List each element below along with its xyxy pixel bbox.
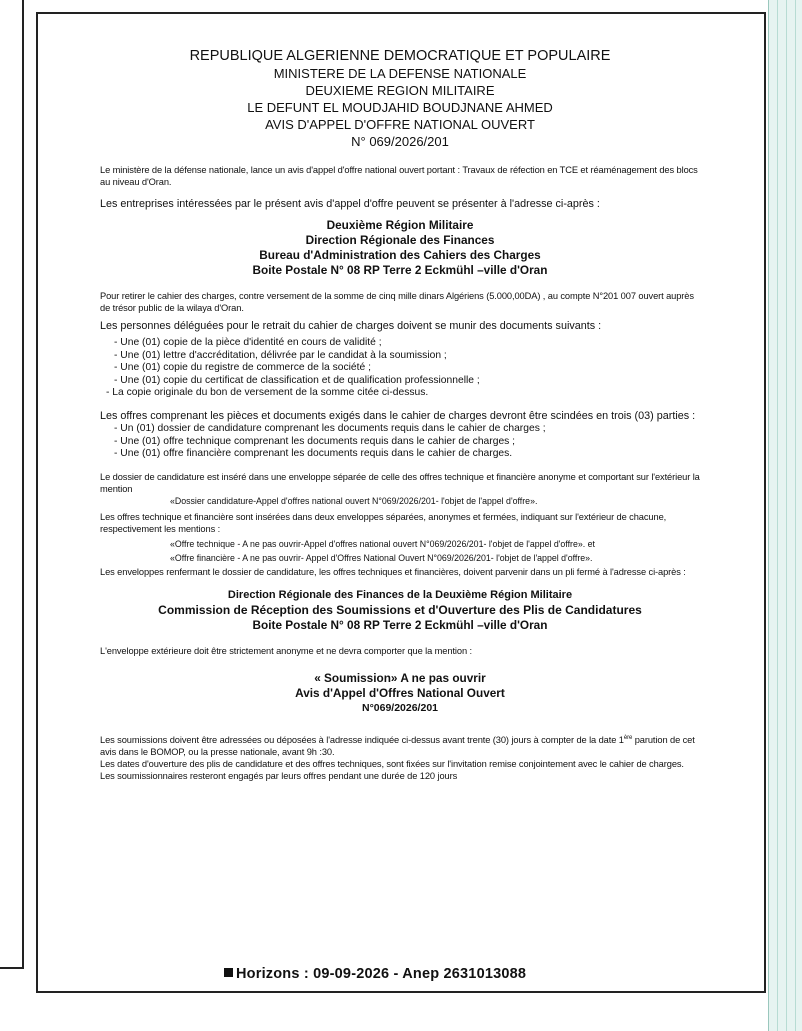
header-ministry: MINISTERE DE LA DEFENSE NATIONALE	[273, 66, 527, 81]
envelopes-paragraph: Les enveloppes renfermant le dossier de candidature, les offres techniques et financières, doivent parvenir dans un pli fermé à l'adresse ci-après :	[100, 566, 686, 577]
list-item: - Un (01) dossier de candidature comprenant les documents requis dans le cahier de charges ;	[114, 422, 546, 434]
offers-sealed-paragraph: Les offres technique et financière sont insérées dans deux enveloppes séparées, anonymes et fermées, indiquant sur l'extérieur de chacune, respectivement les mentions :	[100, 511, 667, 534]
opening-paragraph: Les dates d'ouverture des plis de candidature et des offres techniques, sont fixées sur l'invitation remise conjointement avec le cahier de charges.	[100, 758, 684, 769]
intro-paragraph: Le ministère de la défense nationale, lance un avis d'appel d'offre national ouvert portant : Travaux de réfection en TCE et réaménagement des blocs au niveau d'Oran.	[100, 165, 698, 187]
dossier-mention: «Dossier candidature-Appel d'offres national ouvert N°069/2026/201- l'objet de l'appel d'offre».	[170, 495, 538, 506]
header-region: DEUXIEME REGION MILITAIRE	[305, 83, 495, 98]
right-page-edge	[768, 0, 802, 1031]
list-item: - Une (01) offre technique comprenant les documents requis dans le cahier de charges ;	[114, 435, 516, 447]
list-item: - Une (01) copie du certificat de classification et de qualification professionnelle ;	[114, 374, 480, 386]
left-column-border	[0, 0, 24, 969]
header-republic: REPUBLIQUE ALGERIENNE DEMOCRATIQUE ET POPULAIRE	[189, 48, 611, 64]
financial-offer-mention: «Offre financière - A ne pas ouvrir- Appel d'Offres National Ouvert N°069/2026/201- l'objet de l'appel d'offre».	[170, 552, 593, 563]
delegates-paragraph: Les personnes déléguées pour le retrait du cahier de charges doivent se munir des documents suivants :	[100, 320, 602, 332]
header-notice-number: N° 069/2026/201	[351, 134, 449, 149]
list-item: - Une (01) copie de la pièce d'identité en cours de validité ;	[114, 337, 382, 348]
list-item: - Une (01) copie du registre de commerce de la société ;	[114, 362, 371, 374]
tender-notice	[100, 48, 700, 782]
square-bullet-icon	[224, 968, 233, 977]
publication-footer	[224, 966, 644, 982]
outer-envelope-paragraph: L'enveloppe extérieure doit être strictement anonyme et ne devra comporter que la mention :	[100, 645, 472, 656]
parts-intro-paragraph: Les offres comprenant les pièces et documents exigés dans le cahier de charges devront être scindées en trois (03) parties :	[100, 409, 696, 422]
dossier-paragraph: Le dossier de candidature est inséré dans une enveloppe séparée de celle des offres technique et financière anonyme et comportant sur l'extérieur la mention	[100, 471, 700, 494]
required-documents-list	[100, 337, 700, 400]
deadline-paragraph: Les soumissions doivent être adressées ou déposées à l'adresse indiquée ci-dessus avant trente (30) jours à compter de la date 1ère parution de cet avis dans le BOMOP, ou la presse nationale, avant 9h :30.	[100, 734, 695, 757]
companies-paragraph: Les entreprises intéressées par le présent avis d'appel d'offre peuvent se présenter à l'adresse ci-après :	[100, 198, 600, 210]
header-notice-type: AVIS D'APPEL D'OFFRE NATIONAL OUVERT	[265, 117, 535, 132]
footer-text: Horizons : 09-09-2026 - Anep 2631013088	[236, 966, 527, 982]
list-item: - Une (01) lettre d'accréditation, délivrée par le candidat à la soumission ;	[114, 349, 447, 361]
offer-parts-list	[100, 423, 700, 461]
technical-offer-mention: «Offre technique - A ne pas ouvrir-Appel d'offres national ouvert N°069/2026/201- l'objet de l'appel d'offre». et	[170, 538, 595, 549]
payment-paragraph: Pour retirer le cahier des charges, contre versement de la somme de cinq mille dinars Algériens (5.000,00DA) , au compte N°201 007 ouvert auprès de trésor public de la wilaya d'Oran.	[100, 291, 694, 313]
submission-mention-block: « Soumission» A ne pas ouvrir Avis d'Appel d'Offres National Ouvert N°069/2026/201	[295, 670, 505, 714]
address-block-2: Direction Régionale des Finances de la Deuxième Région Militaire Commission de Réception des Soumissions et d'Ouverture des Plis de Candidatures Boite Postale N° 08 RP Terre 2 Eckmühl –ville d'Oran	[158, 588, 642, 632]
list-item: - Une (01) offre financière comprenant les documents requis dans le cahier de charges.	[114, 448, 513, 460]
header-defunt: LE DEFUNT EL MOUDJAHID BOUDJNANE AHMED	[247, 100, 553, 115]
list-item: - La copie originale du bon de versement de la somme citée ci-dessus.	[106, 387, 429, 399]
address-block-1: Deuxième Région Militaire Direction Régionale des Finances Bureau d'Administration des Cahiers des Charges Boite Postale N° 08 RP Terre 2 Eckmühl –ville d'Oran	[252, 218, 548, 277]
validity-paragraph: Les soumissionnaires resteront engagés par leurs offres pendant une durée de 120 jours	[100, 770, 458, 781]
notice-header	[100, 48, 700, 150]
